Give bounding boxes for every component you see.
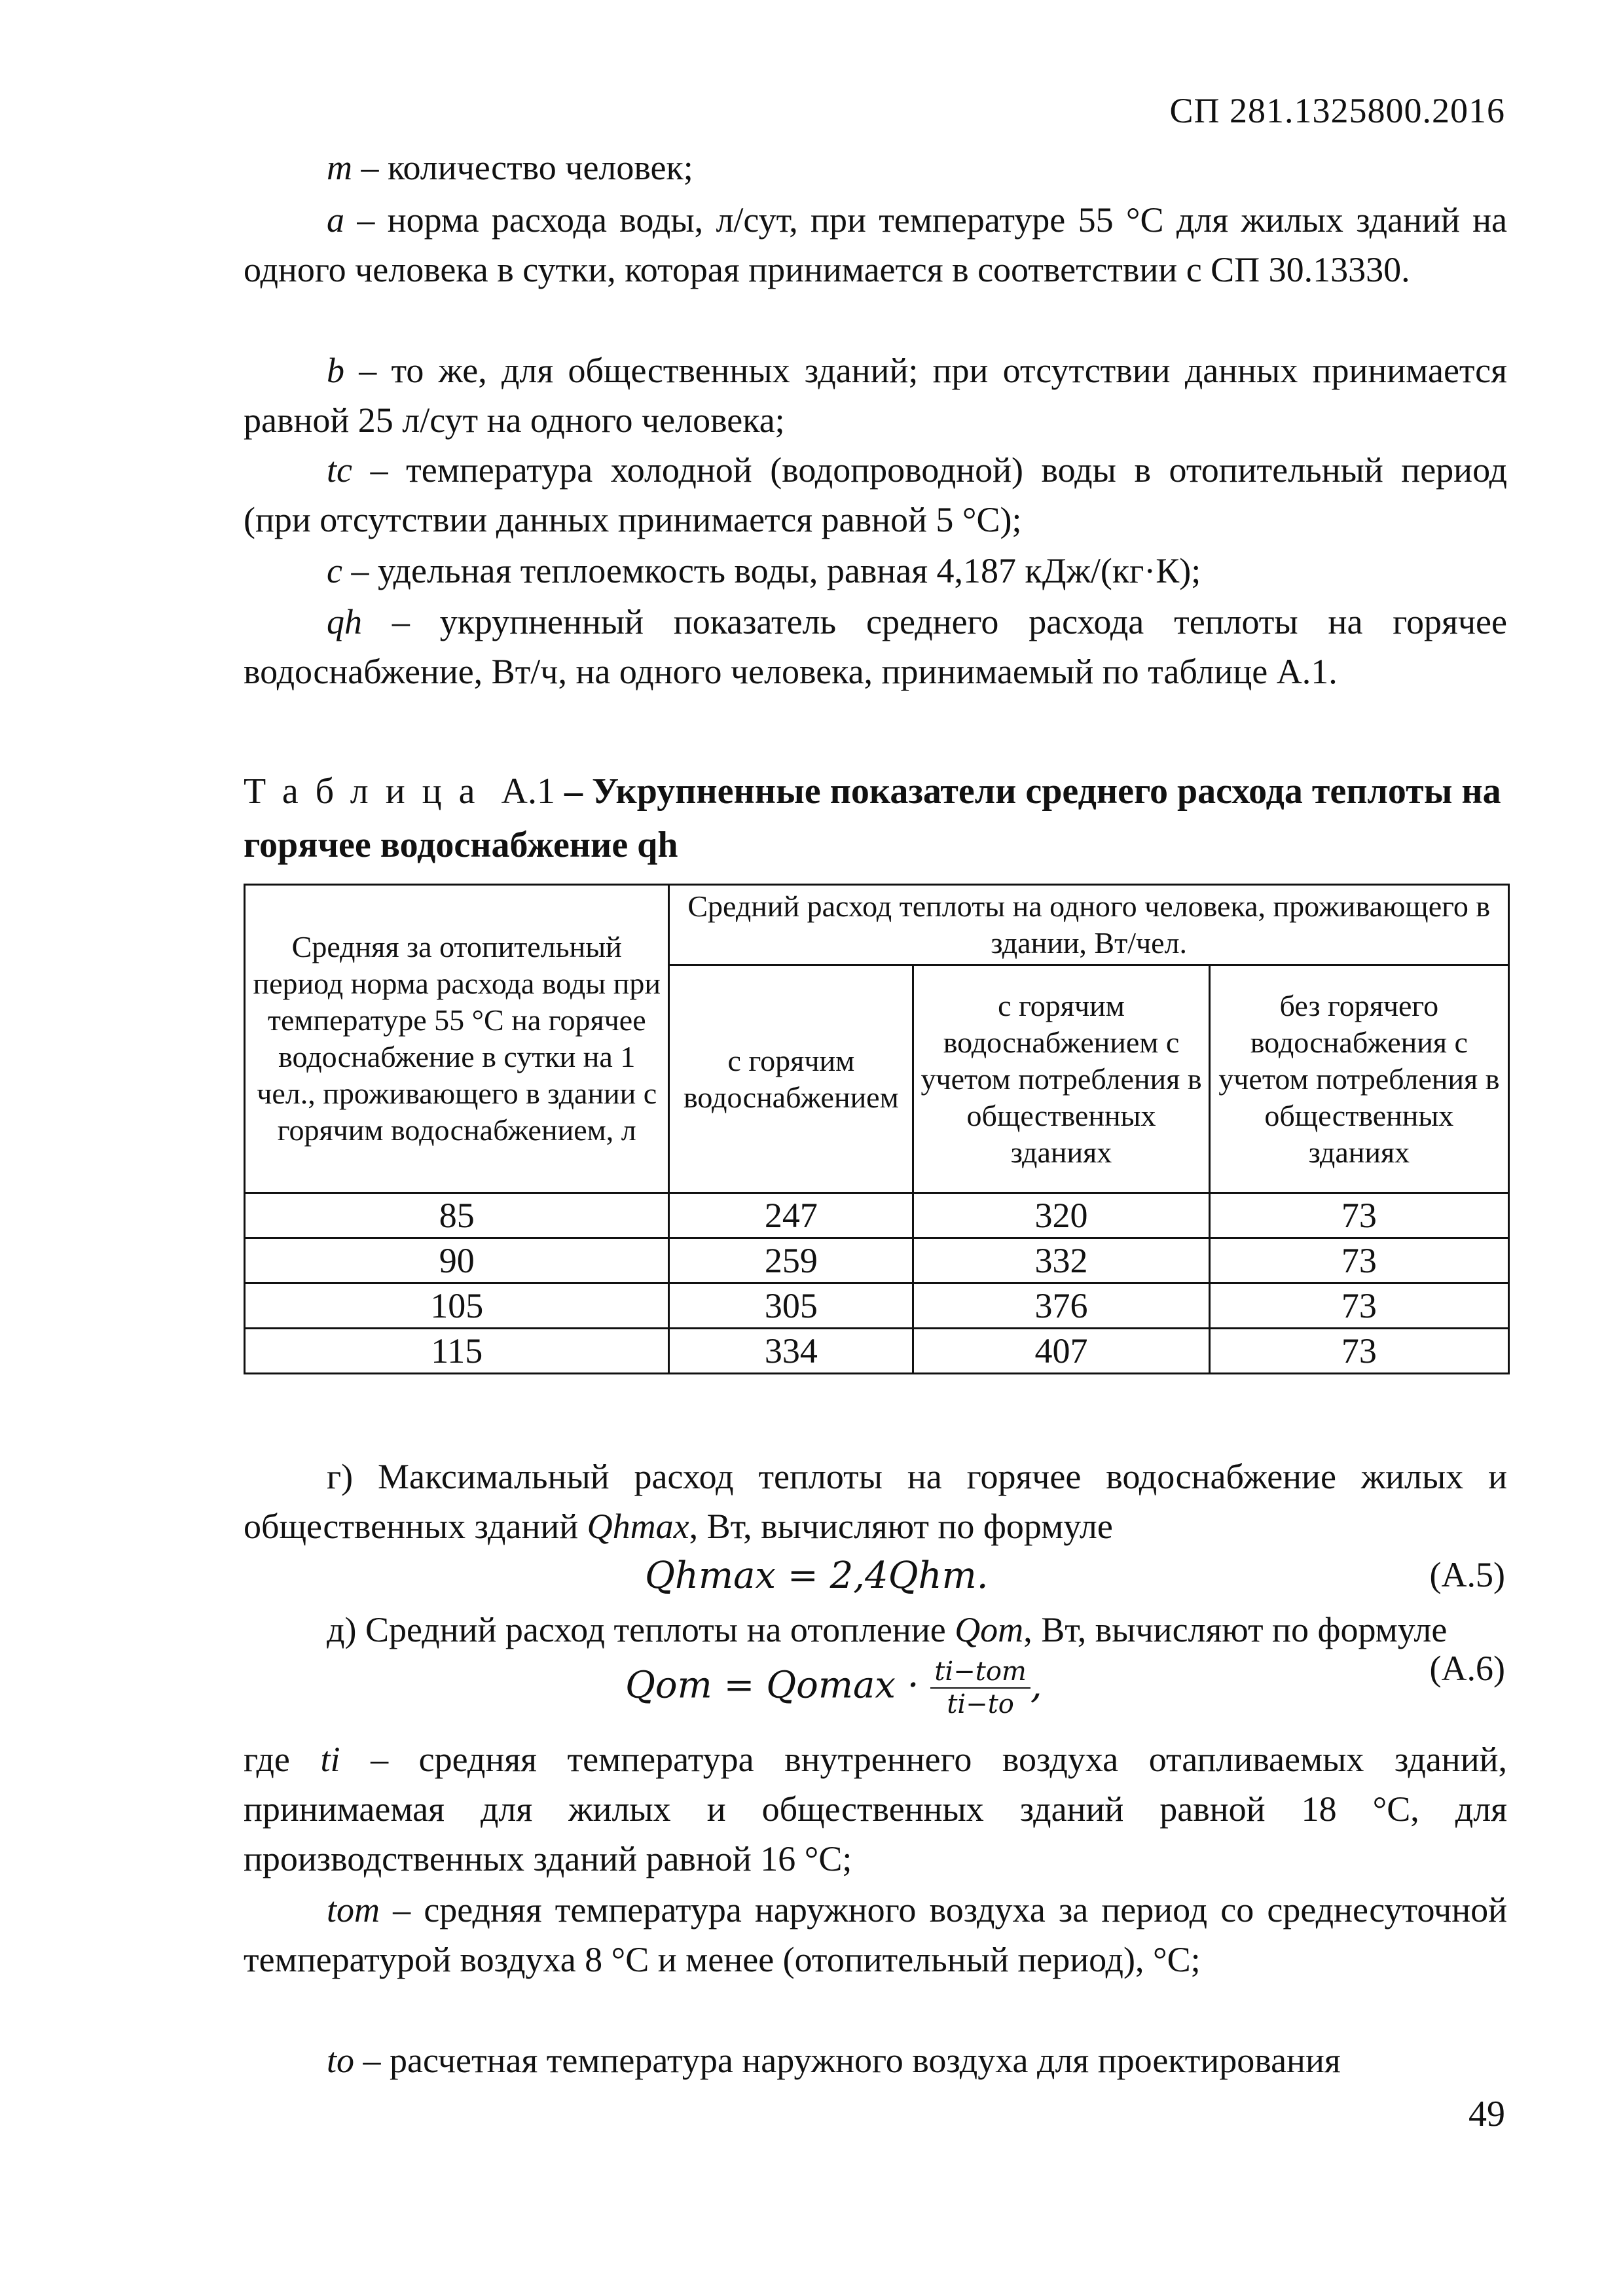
paragraph-where-ti: где ti – средняя температура внутреннего воздуха отапливаемых зданий, принимаемая для жилых и общественных зданий равной 18 °С, для производственных зданий равной 16 °С; — [244, 1740, 1507, 1878]
table-caption — [244, 764, 1507, 872]
table-subheader-with-hws: с горячим водоснабжением — [669, 965, 913, 1193]
document-code: СП 281.1325800.2016 — [1169, 91, 1505, 130]
paragraph-tot: tот – средняя температура наружного воздуха за период со среднесуточной температурой воздуха 8 °С и менее (отопительный период), °С; — [244, 1890, 1507, 1979]
formula-a6-number: (А.6) — [1429, 1649, 1505, 1688]
table-row: 115 334 407 73 — [245, 1329, 1509, 1374]
fraction-denominator: ti−to — [947, 1689, 1014, 1719]
formula-a6: Qот = Qomax · $\frac{\text{ti−tот}}{ti-to}$ , — [625, 1657, 1042, 1719]
page-number: 49 — [1468, 2094, 1505, 2134]
table-row: 90 259 332 73 — [245, 1238, 1509, 1283]
fraction-numerator: ti−tот — [930, 1656, 1030, 1689]
definition-tc: tc – температура холодной (водопроводной) воды в отопительный период (при отсутствии данных принимается равной 5 °С); — [244, 450, 1507, 539]
symbol: m — [327, 148, 352, 187]
table-header-group: Средний расход теплоты на одного человека, проживающего в здании, Вт/чел. — [669, 885, 1509, 965]
paragraph-d: д) Средний расход теплоты на отопление Qот, Вт, вычисляют по формуле — [327, 1610, 1448, 1649]
definition-m: m – количество человек; — [327, 148, 693, 187]
heat-consumption-table — [244, 884, 1510, 1374]
caption-title: – Укрупненные показатели среднего расхода теплоты на горячее водоснабжение qh — [244, 771, 1501, 865]
formula-a6-lhs: Qот = Qomax · — [625, 1664, 919, 1707]
table-header-water-norm: Средняя за отопительный период норма расхода воды при температуре 55 °С на горячее водоснабжение в сутки на 1 чел., проживающего в здании с горячим водоснабжением, л — [245, 885, 669, 1193]
definition-a: a – норма расхода воды, л/сут, при температуре 55 °С для жилых зданий на одного человека в сутки, которая принимается в соответствии с СП 30.13330. — [244, 200, 1507, 289]
caption-word: Таблица — [244, 771, 492, 812]
table-row: 105 305 376 73 — [245, 1283, 1509, 1329]
paragraph-g: г) Максимальный расход теплоты на горячее водоснабжение жилых и общественных зданий Qhmax, Вт, вычисляют по формуле — [244, 1457, 1507, 1546]
table-subheader-with-hws-public: с горячим водоснабжением с учетом потребления в общественных зданиях — [913, 965, 1209, 1193]
paragraph-to: to – расчетная температура наружного воздуха для проектирования — [327, 2041, 1341, 2080]
table-row: 85 247 320 73 — [245, 1193, 1509, 1238]
formula-a6-fraction — [930, 1656, 1030, 1720]
definition-c: c – удельная теплоемкость воды, равная 4,187 кДж/(кг·К); — [327, 551, 1201, 590]
formula-a5: Qhmax = 2,4Qhm. — [645, 1554, 989, 1597]
formula-a5-number: (А.5) — [1429, 1555, 1505, 1594]
definition-qh: qh – укрупненный показатель среднего расхода теплоты на горячее водоснабжение, Вт/ч, на одного человека, принимаемый по таблице А.1. — [244, 602, 1507, 691]
table-subheader-without-hws-public: без горячего водоснабжения с учетом потребления в общественных зданиях — [1209, 965, 1508, 1193]
caption-number: А.1 — [501, 771, 555, 812]
definition-b: b – то же, для общественных зданий; при отсутствии данных принимается равной 25 л/сут на одного человека; — [244, 351, 1507, 440]
